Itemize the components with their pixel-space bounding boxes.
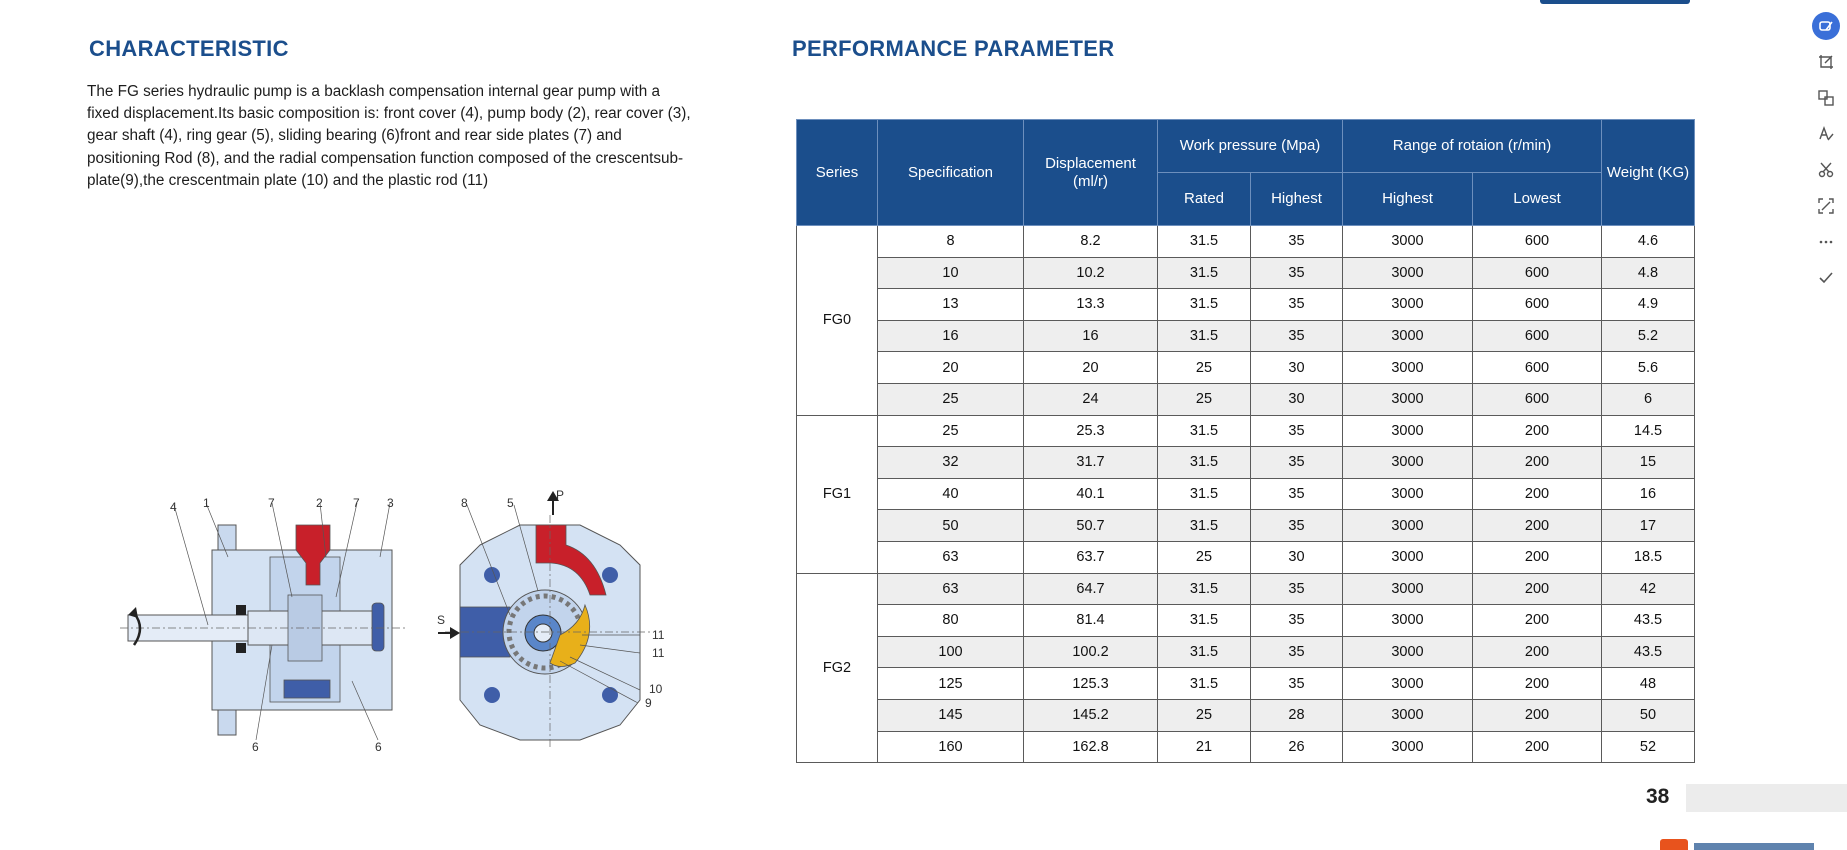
table-row: [797, 226, 1695, 258]
diagram-label: 10: [649, 682, 663, 696]
highest-speed-cell: 3000: [1343, 478, 1473, 510]
weight-cell: 14.5: [1602, 415, 1695, 447]
displacement-cell: 125.3: [1024, 668, 1158, 700]
rated-pressure-cell: 31.5: [1158, 226, 1251, 258]
rated-pressure-cell: 25: [1158, 699, 1251, 731]
rated-pressure-cell: 21: [1158, 731, 1251, 763]
rated-pressure-cell: 31.5: [1158, 636, 1251, 668]
table-row: [797, 699, 1695, 731]
highest-pressure-cell: 35: [1251, 636, 1343, 668]
rated-pressure-cell: 31.5: [1158, 257, 1251, 289]
spec-cell: 8: [878, 226, 1024, 258]
lowest-speed-cell: 200: [1473, 478, 1602, 510]
rated-pressure-cell: 25: [1158, 352, 1251, 384]
spec-cell: 32: [878, 447, 1024, 479]
lowest-speed-cell: 200: [1473, 605, 1602, 637]
weight-cell: 43.5: [1602, 605, 1695, 637]
weight-cell: 50: [1602, 699, 1695, 731]
displacement-cell: 81.4: [1024, 605, 1158, 637]
rated-pressure-cell: 31.5: [1158, 668, 1251, 700]
lowest-speed-cell: 200: [1473, 668, 1602, 700]
translate-icon: [1817, 89, 1835, 107]
radial-section: [437, 488, 665, 750]
weight-cell: 4.6: [1602, 226, 1695, 258]
header-range-of-rotation: Range of rotaion (r/min): [1343, 120, 1602, 173]
highest-speed-cell: 3000: [1343, 320, 1473, 352]
spec-cell: 25: [878, 383, 1024, 415]
rated-pressure-cell: 31.5: [1158, 289, 1251, 321]
highest-pressure-cell: 35: [1251, 320, 1343, 352]
scissors-icon: [1817, 161, 1835, 179]
spec-cell: 40: [878, 478, 1024, 510]
displacement-cell: 63.7: [1024, 541, 1158, 573]
highest-pressure-cell: 35: [1251, 447, 1343, 479]
rated-pressure-cell: 31.5: [1158, 447, 1251, 479]
table-row: [797, 289, 1695, 321]
floating-toolbar: [1812, 12, 1842, 300]
weight-cell: 4.9: [1602, 289, 1695, 321]
lowest-speed-cell: 200: [1473, 573, 1602, 605]
brand-badge: [1660, 839, 1688, 850]
highest-pressure-cell: 28: [1251, 699, 1343, 731]
weight-cell: 43.5: [1602, 636, 1695, 668]
displacement-cell: 8.2: [1024, 226, 1158, 258]
footer-strip: [1694, 843, 1814, 850]
highest-pressure-cell: 26: [1251, 731, 1343, 763]
displacement-cell: 16: [1024, 320, 1158, 352]
rated-pressure-cell: 25: [1158, 383, 1251, 415]
table-row: [797, 257, 1695, 289]
highest-speed-cell: 3000: [1343, 352, 1473, 384]
diagram-label: S: [437, 613, 446, 627]
weight-cell: 6: [1602, 383, 1695, 415]
highest-speed-cell: 3000: [1343, 383, 1473, 415]
header-displacement: Displacement (ml/r): [1024, 120, 1158, 226]
lowest-speed-cell: 200: [1473, 447, 1602, 479]
diagram-label: 6: [252, 740, 259, 754]
rated-pressure-cell: 31.5: [1158, 478, 1251, 510]
table-row: [797, 573, 1695, 605]
lowest-speed-cell: 600: [1473, 226, 1602, 258]
performance-table-body: [797, 226, 1695, 763]
highest-pressure-cell: 35: [1251, 226, 1343, 258]
check-icon: [1817, 269, 1835, 287]
table-row: [797, 415, 1695, 447]
highest-pressure-cell: 35: [1251, 573, 1343, 605]
lowest-speed-cell: 200: [1473, 415, 1602, 447]
highest-pressure-cell: 35: [1251, 257, 1343, 289]
diagram-label: 11: [652, 628, 665, 642]
highest-pressure-cell: 35: [1251, 668, 1343, 700]
header-series: Series: [797, 120, 878, 226]
annotate-icon: [1817, 17, 1835, 35]
scan-icon: [1817, 197, 1835, 215]
spec-cell: 63: [878, 541, 1024, 573]
brand-logo-fragment: [1540, 0, 1690, 4]
scan-tool[interactable]: [1812, 192, 1840, 220]
lowest-speed-cell: 600: [1473, 289, 1602, 321]
displacement-cell: 31.7: [1024, 447, 1158, 479]
displacement-cell: 64.7: [1024, 573, 1158, 605]
lowest-speed-cell: 200: [1473, 731, 1602, 763]
table-row: [797, 731, 1695, 763]
header-lowest-speed: Lowest: [1473, 173, 1602, 226]
series-cell: FG2: [797, 573, 878, 763]
page-footer-bar: [1686, 784, 1847, 812]
highest-pressure-cell: 30: [1251, 541, 1343, 573]
spec-cell: 25: [878, 415, 1024, 447]
lowest-speed-cell: 600: [1473, 352, 1602, 384]
highest-speed-cell: 3000: [1343, 447, 1473, 479]
table-row: [797, 447, 1695, 479]
annotate-tool[interactable]: [1812, 12, 1840, 40]
table-row: [797, 605, 1695, 637]
weight-cell: 5.6: [1602, 352, 1695, 384]
weight-cell: 18.5: [1602, 541, 1695, 573]
rated-pressure-cell: 25: [1158, 541, 1251, 573]
translate-tool[interactable]: [1812, 84, 1840, 112]
displacement-cell: 24: [1024, 383, 1158, 415]
more-icon: [1817, 233, 1835, 251]
crop-tool[interactable]: [1812, 48, 1840, 76]
performance-title: PERFORMANCE PARAMETER: [792, 36, 1115, 61]
lowest-speed-cell: 200: [1473, 699, 1602, 731]
scissors-tool[interactable]: [1812, 156, 1840, 184]
table-row: [797, 352, 1695, 384]
displacement-cell: 162.8: [1024, 731, 1158, 763]
highest-speed-cell: 3000: [1343, 226, 1473, 258]
highest-pressure-cell: 35: [1251, 605, 1343, 637]
spec-cell: 145: [878, 699, 1024, 731]
diagram-label: 3: [387, 496, 394, 510]
header-rated: Rated: [1158, 173, 1251, 226]
spec-cell: 13: [878, 289, 1024, 321]
spec-cell: 63: [878, 573, 1024, 605]
highest-pressure-cell: 35: [1251, 478, 1343, 510]
diagram-label: 7: [353, 496, 360, 510]
diagram-label: 5: [507, 496, 514, 510]
highest-speed-cell: 3000: [1343, 731, 1473, 763]
highest-speed-cell: 3000: [1343, 289, 1473, 321]
characteristic-description: The FG series hydraulic pump is a backlash compensation internal gear pump with a fixed displacement.Its basic composition is: front cover (4), pump body (2), rear cover (3), gear shaft (4), ring gear (5), sliding bearing (6)front and rear side plates (7) and positioning Rod (8), and the radial compensation function composed of the crescentsub-plate(9),the crescentmain plate (10) and the plastic rod (11): [87, 83, 691, 189]
highest-speed-cell: 3000: [1343, 257, 1473, 289]
table-row: [797, 383, 1695, 415]
lowest-speed-cell: 200: [1473, 636, 1602, 668]
displacement-cell: 25.3: [1024, 415, 1158, 447]
diagram-label: 6: [375, 740, 382, 754]
weight-cell: 4.8: [1602, 257, 1695, 289]
weight-cell: 42: [1602, 573, 1695, 605]
displacement-cell: 20: [1024, 352, 1158, 384]
text-style-icon: [1817, 125, 1835, 143]
series-cell: FG1: [797, 415, 878, 573]
spec-cell: 10: [878, 257, 1024, 289]
highest-pressure-cell: 35: [1251, 289, 1343, 321]
diagram-label: 1: [203, 496, 210, 510]
weight-cell: 15: [1602, 447, 1695, 479]
weight-cell: 52: [1602, 731, 1695, 763]
spec-cell: 80: [878, 605, 1024, 637]
table-row: [797, 320, 1695, 352]
spec-cell: 125: [878, 668, 1024, 700]
table-row: [797, 510, 1695, 542]
header-highest-speed: Highest: [1343, 173, 1473, 226]
spec-cell: 100: [878, 636, 1024, 668]
highest-pressure-cell: 35: [1251, 510, 1343, 542]
highest-speed-cell: 3000: [1343, 573, 1473, 605]
spec-cell: 50: [878, 510, 1024, 542]
lowest-speed-cell: 600: [1473, 383, 1602, 415]
header-work-pressure: Work pressure (Mpa): [1158, 120, 1343, 173]
header-highest-pressure: Highest: [1251, 173, 1343, 226]
displacement-cell: 40.1: [1024, 478, 1158, 510]
confirm-tool[interactable]: [1812, 264, 1840, 292]
displacement-cell: 50.7: [1024, 510, 1158, 542]
table-row: [797, 636, 1695, 668]
spec-cell: 20: [878, 352, 1024, 384]
weight-cell: 16: [1602, 478, 1695, 510]
spec-cell: 160: [878, 731, 1024, 763]
diagram-label: P: [556, 488, 565, 502]
more-tool[interactable]: [1812, 228, 1840, 256]
rated-pressure-cell: 31.5: [1158, 605, 1251, 637]
highest-speed-cell: 3000: [1343, 636, 1473, 668]
highest-pressure-cell: 35: [1251, 415, 1343, 447]
lowest-speed-cell: 600: [1473, 320, 1602, 352]
highest-speed-cell: 3000: [1343, 605, 1473, 637]
header-specification: Specification: [878, 120, 1024, 226]
table-row: [797, 668, 1695, 700]
rated-pressure-cell: 31.5: [1158, 415, 1251, 447]
diagram-label: 11: [652, 646, 665, 660]
highest-pressure-cell: 30: [1251, 383, 1343, 415]
diagram-label: 2: [316, 496, 323, 510]
highest-speed-cell: 3000: [1343, 668, 1473, 700]
lowest-speed-cell: 200: [1473, 541, 1602, 573]
spec-cell: 16: [878, 320, 1024, 352]
weight-cell: 48: [1602, 668, 1695, 700]
displacement-cell: 100.2: [1024, 636, 1158, 668]
lowest-speed-cell: 200: [1473, 510, 1602, 542]
characteristic-title: CHARACTERISTIC: [89, 36, 289, 61]
diagram-label: 4: [170, 500, 177, 514]
highest-speed-cell: 3000: [1343, 510, 1473, 542]
series-cell: FG0: [797, 226, 878, 416]
weight-cell: 5.2: [1602, 320, 1695, 352]
highest-speed-cell: 3000: [1343, 699, 1473, 731]
highest-pressure-cell: 30: [1251, 352, 1343, 384]
diagram-label: 9: [645, 696, 652, 710]
pump-cross-section-diagram: [120, 485, 680, 755]
diagram-label: 7: [268, 496, 275, 510]
crop-icon: [1817, 53, 1835, 71]
text-style-tool[interactable]: [1812, 120, 1840, 148]
rated-pressure-cell: 31.5: [1158, 573, 1251, 605]
lowest-speed-cell: 600: [1473, 257, 1602, 289]
table-row: [797, 478, 1695, 510]
performance-table: [796, 119, 1695, 763]
highest-speed-cell: 3000: [1343, 415, 1473, 447]
weight-cell: 17: [1602, 510, 1695, 542]
displacement-cell: 10.2: [1024, 257, 1158, 289]
displacement-cell: 145.2: [1024, 699, 1158, 731]
displacement-cell: 13.3: [1024, 289, 1158, 321]
highest-speed-cell: 3000: [1343, 541, 1473, 573]
rated-pressure-cell: 31.5: [1158, 320, 1251, 352]
table-row: [797, 541, 1695, 573]
header-weight: Weight (KG): [1602, 120, 1695, 226]
longitudinal-section: [120, 496, 405, 754]
rated-pressure-cell: 31.5: [1158, 510, 1251, 542]
diagram-label: 8: [461, 496, 468, 510]
page-number: 38: [1646, 785, 1670, 808]
